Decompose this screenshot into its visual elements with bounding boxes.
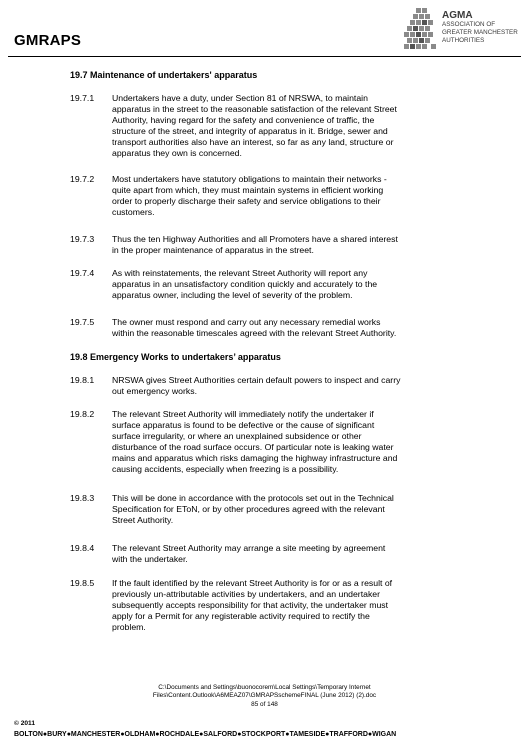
document-title: GMRAPS	[14, 32, 82, 49]
text-line: subsequently accepts responsibility for that activity, the undertaker must	[112, 599, 389, 610]
paragraph-number: 19.7.2	[70, 174, 95, 184]
file-path-line-2: Files\Content.Outlook\A6MEAZ07\GMRAPSschemeFINAL (June 2012) (2).doc	[152, 692, 377, 700]
text-line: in the proper maintenance of apparatus in the street.	[112, 244, 314, 255]
paragraph-text	[112, 174, 470, 218]
text-line: apply for a Permit for any registerable activity required to rectify the	[112, 610, 370, 621]
text-line: The relevant Street Authority will immediately notify the undertaker if	[112, 409, 374, 419]
paragraph-text	[112, 93, 470, 158]
text-line: The relevant Street Authority may arrange a site meeting by agreement	[112, 543, 386, 553]
text-line: Thus the ten Highway Authorities and all Promoters have a shared interest	[112, 234, 398, 244]
text-line: This will be done in accordance with the protocols set out in the Technical	[112, 493, 394, 503]
text-line: transport authorities also have an interest, so far as any land, structure or	[112, 136, 394, 147]
text-line: mains and apparatus which risks damaging the highway infrastructure and	[112, 452, 398, 463]
paragraph-text	[112, 409, 470, 474]
text-line: As with reinstatements, the relevant Street Authority will report any	[112, 268, 368, 278]
page-number: 85 of 148	[251, 700, 278, 708]
paragraph-number: 19.8.3	[70, 493, 95, 503]
paragraph-number: 19.8.2	[70, 409, 95, 419]
text-line: within the reasonable timescales agreed with the relevant Street Authority.	[112, 327, 397, 338]
logo-line-3: AUTHORITIES	[442, 37, 485, 44]
text-line: problem.	[112, 621, 146, 632]
section-heading-19-8: 19.8 Emergency Works to undertakers’ apparatus	[70, 352, 281, 362]
paragraph-text	[112, 493, 470, 526]
logo-name: AGMA	[442, 10, 473, 21]
text-line: apparatus in an unsatisfactory condition quickly and accurately to the	[112, 278, 378, 289]
text-line: causing accidents, especially when freezing is a possibility.	[112, 463, 339, 474]
paragraph-text	[112, 234, 470, 256]
text-line: Undertakers have a duty, under Section 81 of NRSWA, to maintain	[112, 93, 368, 103]
text-line: customers.	[112, 206, 155, 217]
text-line: disturbance of the road surface occurs. Of particular note is leaking water	[112, 441, 394, 452]
text-line: NRSWA gives Street Authorities certain default powers to inspect and carry	[112, 375, 401, 385]
paragraph-number: 19.7.4	[70, 268, 95, 278]
paragraph-text	[112, 268, 470, 301]
text-line: order to properly discharge their safety and service obligations to their	[112, 195, 381, 206]
text-line: with the undertaker.	[112, 553, 188, 564]
text-line: apparatus owner, including the level of severity of the problem.	[112, 289, 353, 300]
agma-logo-icon	[402, 6, 438, 54]
section-heading-19-7: 19.7 Maintenance of undertakers' apparatus	[70, 70, 258, 80]
text-line: Most undertakers have statutory obligations to maintain their networks -	[112, 174, 387, 184]
paragraph-text	[112, 375, 470, 397]
paragraph-number: 19.8.5	[70, 578, 95, 588]
text-line: previously un-attributable activities by undertakers, and an undertaker	[112, 588, 381, 599]
paragraph-number: 19.8.4	[70, 543, 95, 553]
text-line: structure of the street, and integrity of apparatus in it. Bridge, sewer and	[112, 125, 388, 136]
text-line: apparatus in the street to the reasonable satisfaction of the relevant Street	[112, 103, 397, 114]
text-line: Street Authority.	[112, 514, 174, 525]
text-line: surface apparatus is found to be defective or the cause of significant	[112, 419, 375, 430]
text-line: apparatus they own is concerned.	[112, 147, 242, 158]
copyright: © 2011	[14, 720, 35, 727]
text-line: out emergency works.	[112, 385, 197, 396]
agma-logo	[402, 6, 522, 54]
logo-line-2: GREATER MANCHESTER	[442, 29, 518, 36]
text-line: The owner must respond and carry out any necessary remedial works	[112, 317, 381, 327]
file-path-line-1: C:\Documents and Settings\buonocorem\Local Settings\Temporary Internet	[158, 684, 371, 691]
footer-file-path	[0, 684, 529, 709]
header-divider	[8, 56, 521, 57]
text-line: surface irregularity, or where an unexplained subsidence or other	[112, 430, 362, 441]
paragraph-text	[112, 317, 470, 339]
paragraph-number: 19.7.5	[70, 317, 95, 327]
logo-line-1: ASSOCIATION OF	[442, 21, 496, 28]
paragraph-text	[112, 578, 470, 633]
paragraph-number: 19.7.3	[70, 234, 95, 244]
agma-logo-text	[442, 10, 518, 45]
text-line: Specification for EToN, or by other procedures agreed with the relevant	[112, 503, 385, 514]
paragraph-number: 19.7.1	[70, 93, 95, 103]
text-line: quite apart from which, they must maintain systems in efficient working	[112, 184, 384, 195]
paragraph-number: 19.8.1	[70, 375, 95, 385]
text-line: Authority, having regard for the safety and convenience of traffic, the	[112, 114, 375, 125]
paragraph-text	[112, 543, 470, 565]
text-line: If the fault identified by the relevant Street Authority is for or as a result of	[112, 578, 393, 588]
footer-towns: BOLTON●BURY●MANCHESTER●OLDHAM●ROCHDALE●SALFORD●STOCKPORT●TAMESIDE●TRAFFORD●WIGAN	[14, 731, 397, 738]
